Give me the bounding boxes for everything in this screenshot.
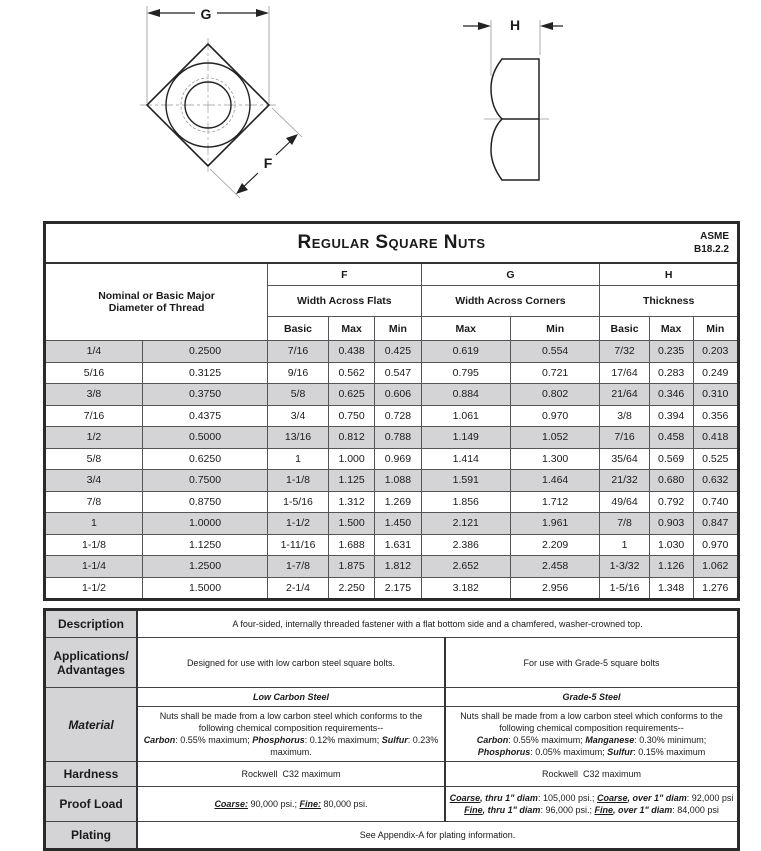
- nominal-diameter-header: [45, 263, 268, 341]
- standard-line-1: ASME: [700, 231, 729, 242]
- table-cell: 1.631: [375, 534, 421, 556]
- proof-load-diameter-range: , over 1" diam: [613, 805, 673, 815]
- proof-load-low-carbon: [137, 787, 445, 822]
- applications-label-line-1: Applications/: [53, 648, 129, 663]
- table-cell: 1-5/16: [268, 491, 329, 513]
- table-cell: 1.450: [375, 513, 421, 535]
- table-cell: 1.414: [421, 448, 510, 470]
- table-cell: 0.619: [421, 341, 510, 363]
- subheader-max: Max: [649, 317, 693, 341]
- composition-element-value: : 0.55% maximum;: [508, 735, 586, 745]
- table-cell: 1.856: [421, 491, 510, 513]
- table-cell: 1: [45, 513, 143, 535]
- table-cell: 0.3125: [142, 362, 267, 384]
- standard-reference: [694, 230, 729, 256]
- standard-line-2: B18.2.2: [693, 244, 729, 255]
- table-row: [45, 491, 739, 513]
- table-cell: 2.652: [421, 556, 510, 578]
- table-cell: 1.591: [421, 470, 510, 492]
- dimensions-table: [43, 221, 740, 601]
- proof-load-coarse-value: 90,000 psi.;: [247, 799, 300, 809]
- table-cell: 1.500: [328, 513, 374, 535]
- table-cell: 1.062: [693, 556, 738, 578]
- table-cell: 2.250: [328, 577, 374, 600]
- material-low-carbon-text: [137, 707, 445, 762]
- table-cell: 1-7/8: [268, 556, 329, 578]
- technical-drawings: [0, 0, 761, 215]
- table-cell: 3/4: [45, 470, 143, 492]
- table-cell: 1: [600, 534, 649, 556]
- table-cell: 1-1/4: [45, 556, 143, 578]
- table-cell: 1-1/2: [268, 513, 329, 535]
- table-cell: 0.3750: [142, 384, 267, 406]
- table-cell: 2.209: [510, 534, 599, 556]
- table-cell: 1-1/2: [45, 577, 143, 600]
- table-cell: 0.788: [375, 427, 421, 449]
- table-cell: 21/32: [600, 470, 649, 492]
- table-cell: 0.418: [693, 427, 738, 449]
- table-cell: 0.394: [649, 405, 693, 427]
- table-cell: 3/4: [268, 405, 329, 427]
- material-low-carbon-intro: Nuts shall be made from a low carbon steel which conforms to the following chemical composition requirements--: [159, 711, 423, 733]
- subheader-min: Min: [375, 317, 421, 341]
- proof-load-thread-type: Fine: [464, 805, 483, 815]
- table-cell: 2.956: [510, 577, 599, 600]
- table-cell: 0.310: [693, 384, 738, 406]
- material-label: Material: [45, 688, 138, 762]
- table-cell: 1.0000: [142, 513, 267, 535]
- table-cell: 3/8: [600, 405, 649, 427]
- table-cell: 0.554: [510, 341, 599, 363]
- table-cell: 1.312: [328, 491, 374, 513]
- group-name-g: Width Across Corners: [421, 286, 600, 317]
- table-cell: 1/2: [45, 427, 143, 449]
- dimension-label-g: G: [200, 6, 212, 22]
- subheader-min: Min: [693, 317, 738, 341]
- proof-load-value: : 96,000 psi.;: [540, 805, 595, 815]
- table-cell: 1.688: [328, 534, 374, 556]
- table-cell: 1.052: [510, 427, 599, 449]
- table-cell: 0.356: [693, 405, 738, 427]
- table-cell: 1.464: [510, 470, 599, 492]
- applications-label: [45, 638, 138, 688]
- nominal-header-line-2: Diameter of Thread: [108, 302, 205, 314]
- proof-load-fine-label: Fine:: [299, 799, 321, 809]
- table-cell: 0.458: [649, 427, 693, 449]
- composition-element-value: : 0.15% maximum: [633, 747, 706, 757]
- table-cell: 1.276: [693, 577, 738, 600]
- subheader-max: Max: [328, 317, 374, 341]
- table-cell: 1-11/16: [268, 534, 329, 556]
- table-cell: 0.4375: [142, 405, 267, 427]
- composition-element-name: Manganese: [585, 735, 635, 745]
- table-cell: 0.795: [421, 362, 510, 384]
- table-cell: 0.728: [375, 405, 421, 427]
- table-cell: 21/64: [600, 384, 649, 406]
- table-cell: 0.283: [649, 362, 693, 384]
- proof-load-thread-type: Fine: [594, 805, 613, 815]
- subheader-basic: Basic: [268, 317, 329, 341]
- proof-load-label: Proof Load: [45, 787, 138, 822]
- table-cell: 0.970: [510, 405, 599, 427]
- table-cell: 1.712: [510, 491, 599, 513]
- group-name-h: Thickness: [600, 286, 739, 317]
- table-cell: 2-1/4: [268, 577, 329, 600]
- table-cell: 1-3/32: [600, 556, 649, 578]
- proof-load-thread-type: Coarse: [449, 793, 481, 803]
- plating-row: [45, 822, 739, 850]
- table-cell: 0.680: [649, 470, 693, 492]
- proof-load-row: [45, 787, 739, 822]
- material-heading-row: [45, 688, 739, 707]
- table-cell: 1.269: [375, 491, 421, 513]
- hardness-low-carbon: Rockwell C32 maximum: [137, 762, 445, 787]
- table-cell: 2.121: [421, 513, 510, 535]
- table-cell: 1.061: [421, 405, 510, 427]
- table-cell: 1.961: [510, 513, 599, 535]
- table-cell: 0.547: [375, 362, 421, 384]
- table-row: [45, 384, 739, 406]
- table-cell: 1-1/8: [268, 470, 329, 492]
- table-cell: 7/16: [268, 341, 329, 363]
- table-cell: 0.740: [693, 491, 738, 513]
- nominal-header-line-1: Nominal or Basic Major: [98, 290, 215, 302]
- material-low-carbon-heading: Low Carbon Steel: [137, 688, 445, 707]
- table-cell: 1.5000: [142, 577, 267, 600]
- plating-text: See Appendix-A for plating information.: [137, 822, 739, 850]
- material-low-carbon-composition: [144, 735, 441, 757]
- proof-load-thread-type: Coarse: [596, 793, 628, 803]
- composition-element-value: : 0.05% maximum;: [530, 747, 608, 757]
- table-cell: 1.149: [421, 427, 510, 449]
- applications-grade-5: For use with Grade-5 square bolts: [445, 638, 739, 688]
- description-row: [45, 610, 739, 638]
- table-cell: 0.249: [693, 362, 738, 384]
- side-view-drawing: [463, 20, 563, 180]
- proof-load-diameter-range: , thru 1" diam: [480, 793, 538, 803]
- table-row: [45, 341, 739, 363]
- table-cell: 7/8: [600, 513, 649, 535]
- table-cell: 1.1250: [142, 534, 267, 556]
- table-row: [45, 448, 739, 470]
- subheader-min: Min: [510, 317, 599, 341]
- composition-element-value: : 0.55% maximum;: [175, 735, 253, 745]
- table-cell: 5/8: [45, 448, 143, 470]
- table-cell: 0.884: [421, 384, 510, 406]
- proof-load-value: : 84,000 psi: [672, 805, 719, 815]
- proof-load-diameter-range: , thru 1" diam: [482, 805, 541, 815]
- table-cell: 35/64: [600, 448, 649, 470]
- table-cell: 0.346: [649, 384, 693, 406]
- table-cell: 0.812: [328, 427, 374, 449]
- material-grade-5-composition: [477, 735, 709, 757]
- material-grade-5-text: [445, 707, 739, 762]
- table-cell: 1.812: [375, 556, 421, 578]
- table-cell: 3.182: [421, 577, 510, 600]
- table-cell: 1: [268, 448, 329, 470]
- table-cell: 1-1/8: [45, 534, 143, 556]
- table-cell: 1.2500: [142, 556, 267, 578]
- table-cell: 0.5000: [142, 427, 267, 449]
- table-cell: 0.847: [693, 513, 738, 535]
- table-cell: 0.569: [649, 448, 693, 470]
- composition-element-name: Phosphorus: [252, 735, 305, 745]
- table-cell: 1.875: [328, 556, 374, 578]
- proof-load-grade-5-line-1: [449, 792, 734, 804]
- table-cell: 7/16: [45, 405, 143, 427]
- table-cell: 1.030: [649, 534, 693, 556]
- table-cell: 1-5/16: [600, 577, 649, 600]
- proof-load-value: : 92,000 psi: [686, 793, 734, 803]
- specifications-table: [43, 608, 740, 851]
- group-letter-f: F: [268, 263, 421, 286]
- composition-element-name: Carbon: [476, 735, 509, 745]
- table-cell: 0.606: [375, 384, 421, 406]
- table-cell: 5/8: [268, 384, 329, 406]
- material-grade-5-intro: Nuts shall be made from a low carbon steel which conforms to the following chemical composition requirements--: [460, 711, 723, 733]
- group-name-f: Width Across Flats: [268, 286, 421, 317]
- table-cell: 0.625: [328, 384, 374, 406]
- table-cell: 0.525: [693, 448, 738, 470]
- table-cell: 9/16: [268, 362, 329, 384]
- table-cell: 7/16: [600, 427, 649, 449]
- table-row: [45, 427, 739, 449]
- table-cell: 1.125: [328, 470, 374, 492]
- composition-element-value: : 0.30% minimum;: [634, 735, 709, 745]
- table-row: [45, 513, 739, 535]
- dimension-label-f: F: [263, 155, 273, 171]
- applications-label-line-2: Advantages: [56, 662, 126, 677]
- applications-low-carbon: Designed for use with low carbon steel square bolts.: [137, 638, 445, 688]
- table-cell: 1.348: [649, 577, 693, 600]
- group-letter-g: G: [421, 263, 600, 286]
- composition-element-value: : 0.12% maximum;: [304, 735, 382, 745]
- table-cell: 0.970: [693, 534, 738, 556]
- table-cell: 7/32: [600, 341, 649, 363]
- material-grade-5-heading: Grade-5 Steel: [445, 688, 739, 707]
- table-cell: 0.6250: [142, 448, 267, 470]
- table-cell: 17/64: [600, 362, 649, 384]
- table-cell: 13/16: [268, 427, 329, 449]
- proof-load-grade-5-line-2: [449, 804, 734, 816]
- table-cell: 0.750: [328, 405, 374, 427]
- hardness-label: Hardness: [45, 762, 138, 787]
- composition-element-name: Sulfur: [381, 735, 408, 745]
- table-cell: 0.7500: [142, 470, 267, 492]
- description-text: A four-sided, internally threaded fastener with a flat bottom side and a chamfered, washer-crowned top.: [137, 610, 739, 638]
- proof-load-diameter-range: , over 1" diam: [627, 793, 687, 803]
- table-cell: 5/16: [45, 362, 143, 384]
- subheader-basic: Basic: [600, 317, 649, 341]
- table-cell: 3/8: [45, 384, 143, 406]
- table-cell: 1.088: [375, 470, 421, 492]
- hardness-row: [45, 762, 739, 787]
- table-row: [45, 577, 739, 600]
- table-cell: 1.300: [510, 448, 599, 470]
- table-row: [45, 362, 739, 384]
- dimension-label-h: H: [509, 17, 521, 33]
- composition-element-value: : 0.23% maximum.: [270, 735, 441, 757]
- table-title: Regular Square Nuts: [297, 232, 486, 253]
- table-cell: 0.903: [649, 513, 693, 535]
- table-row: [45, 405, 739, 427]
- table-cell: 1.126: [649, 556, 693, 578]
- table-cell: 0.425: [375, 341, 421, 363]
- description-label: Description: [45, 610, 138, 638]
- proof-load-fine-value: 80,000 psi.: [321, 799, 368, 809]
- table-cell: 2.458: [510, 556, 599, 578]
- table-cell: 7/8: [45, 491, 143, 513]
- table-cell: 2.386: [421, 534, 510, 556]
- proof-load-grade-5: [445, 787, 739, 822]
- composition-element-name: Sulfur: [607, 747, 634, 757]
- plating-label: Plating: [45, 822, 138, 850]
- table-cell: 0.721: [510, 362, 599, 384]
- proof-load-coarse-label: Coarse:: [214, 799, 248, 809]
- table-title-cell: [45, 223, 739, 264]
- composition-element-name: Phosphorus: [477, 747, 531, 757]
- table-cell: 0.562: [328, 362, 374, 384]
- table-cell: 0.632: [693, 470, 738, 492]
- table-cell: 0.802: [510, 384, 599, 406]
- table-row: [45, 470, 739, 492]
- subheader-max: Max: [421, 317, 510, 341]
- table-row: [45, 556, 739, 578]
- top-view-drawing: [140, 6, 302, 198]
- table-cell: 0.969: [375, 448, 421, 470]
- table-cell: 1.000: [328, 448, 374, 470]
- hardness-grade-5: Rockwell C32 maximum: [445, 762, 739, 787]
- table-cell: 0.8750: [142, 491, 267, 513]
- material-body-row: [45, 707, 739, 762]
- applications-row: [45, 638, 739, 688]
- group-letter-h: H: [600, 263, 739, 286]
- table-cell: 0.235: [649, 341, 693, 363]
- table-cell: 0.792: [649, 491, 693, 513]
- proof-load-value: : 105,000 psi.;: [537, 793, 597, 803]
- table-cell: 1/4: [45, 341, 143, 363]
- table-cell: 2.175: [375, 577, 421, 600]
- table-cell: 0.438: [328, 341, 374, 363]
- table-cell: 0.203: [693, 341, 738, 363]
- table-cell: 0.2500: [142, 341, 267, 363]
- table-cell: 49/64: [600, 491, 649, 513]
- table-row: [45, 534, 739, 556]
- composition-element-name: Carbon: [143, 735, 176, 745]
